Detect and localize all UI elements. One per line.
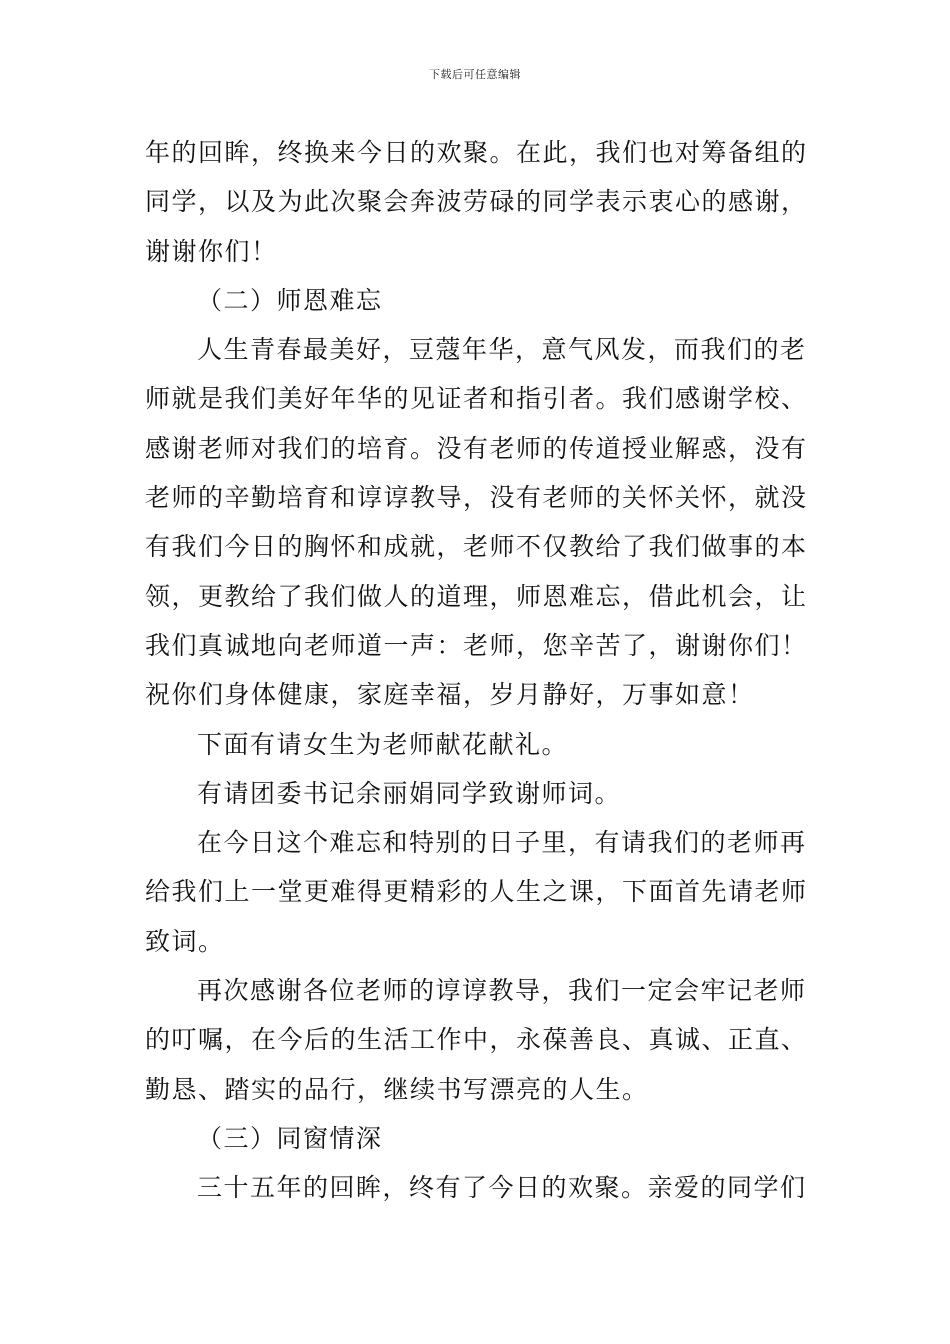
paragraph-line: 我们真诚地向老师道一声：老师，您辛苦了，谢谢你们！ — [145, 630, 808, 660]
paragraph-line: 再次感谢各位老师的谆谆教导，我们一定会牢记老师 — [197, 976, 807, 1006]
section-heading: （三）同窗情深 — [197, 1123, 383, 1153]
paragraph-line: 三十五年的回眸，终有了今日的欢聚。亲爱的同学们 — [197, 1173, 807, 1203]
paragraph-line: 在今日这个难忘和特别的日子里，有请我们的老师再 — [197, 828, 807, 858]
paragraph-line: 人生青春最美好，豆蔻年华，意气风发，而我们的老 — [197, 335, 807, 365]
paragraph-line: 年的回眸，终换来今日的欢聚。在此，我们也对筹备组的 — [145, 138, 808, 167]
page-header: 下载后可任意编辑 — [429, 68, 521, 81]
paragraph-line: 老师的辛勤培育和谆谆教导，没有老师的关怀关怀，就没 — [145, 483, 808, 513]
paragraph-line: 师就是我们美好年华的见证者和指引者。我们感谢学校、 — [145, 384, 808, 414]
paragraph-line: 的叮嘱，在今后的生活工作中，永葆善良、真诚、正直、 — [145, 1025, 808, 1055]
paragraph-line: 感谢老师对我们的培育。没有老师的传道授业解惑，没有 — [145, 433, 808, 463]
document-body — [145, 128, 810, 1213]
section-heading: （二）师恩难忘 — [197, 285, 383, 315]
paragraph-line: 有请团委书记余丽娟同学致谢师词。 — [197, 778, 622, 808]
paragraph-line: 同学，以及为此次聚会奔波劳碌的同学表示衷心的感谢， — [145, 187, 808, 217]
paragraph-line: 致词。 — [145, 926, 225, 956]
paragraph-line: 领，更教给了我们做人的道理，师恩难忘，借此机会，让 — [145, 581, 808, 611]
paragraph-line: 勤恳、踏实的品行，继续书写漂亮的人生。 — [145, 1074, 649, 1104]
paragraph-line: 谢谢你们！ — [145, 236, 278, 266]
paragraph-line: 下面有请女生为老师献花献礼。 — [197, 729, 569, 759]
paragraph-line: 祝你们身体健康，家庭幸福，岁月静好，万事如意！ — [145, 680, 755, 710]
paragraph-line: 有我们今日的胸怀和成就，老师不仅教给了我们做事的本 — [145, 532, 808, 562]
paragraph-line: 给我们上一堂更难得更精彩的人生之课，下面首先请老师 — [145, 877, 808, 907]
